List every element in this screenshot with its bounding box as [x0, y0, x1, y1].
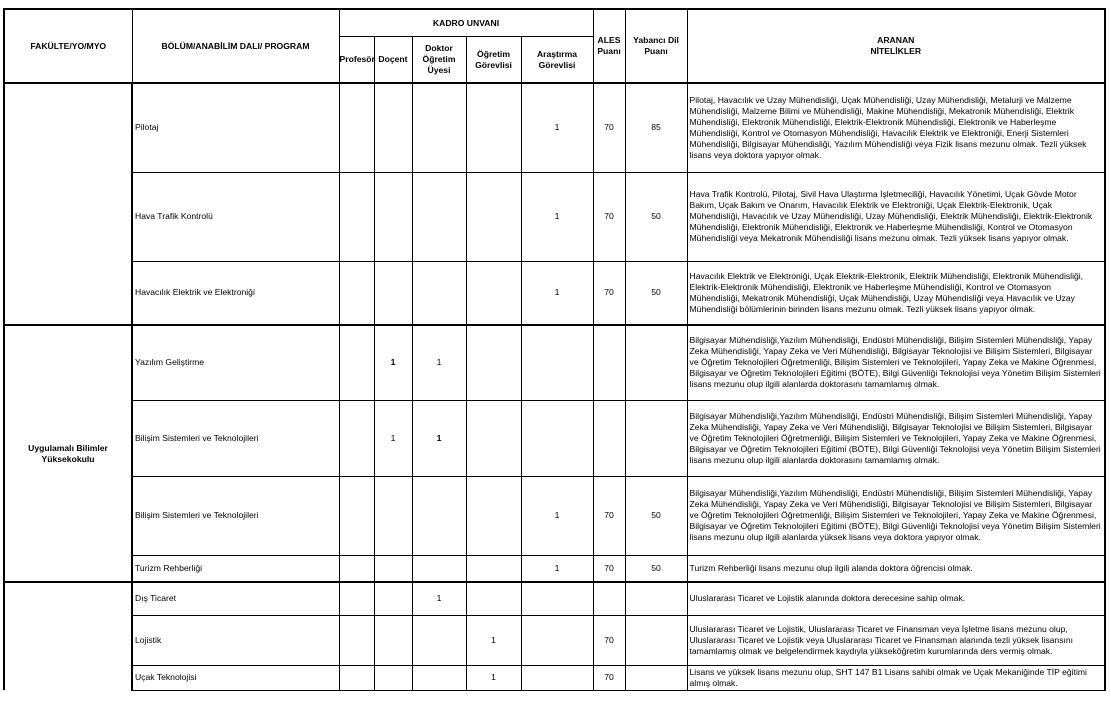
requirements-cell: Bilgisayar Mühendisliği,Yazılım Mühendisliği, Endüstri Mühendisliği, Bilişim Sistemleri Mühendisliği, Yapay Zeka Mühendisliği, Yapay Zeka ve Veri Mühendisliği, Bilgisayar Teknolojisi ve Bilişim Sistemleri, Bilgisayar ve Öğretim Teknolojileri Öğretmenliği, Bilişim Sistemleri ve Teknolojileri, Yapay Zeka ve Makine Öğrenmesi, Bilgisayar ve Öğretim Teknolojileri Eğitimi (BÖTE), Bilgi Güvenliği Teknolojisi veya Yönetim Bilişim Sistemleri lisans mezunu olup ilgili alanlarda doktorasını tamamlamış olmak. [687, 325, 1105, 400]
associate-cell [374, 261, 412, 325]
header-program: BÖLÜM/ANABİLİM DALI/ PROGRAM [132, 9, 339, 83]
foreign-language-cell: 85 [625, 83, 687, 172]
professor-cell [339, 555, 374, 582]
program-cell: Dış Ticaret [132, 582, 339, 615]
header-lecturer: Öğretim Görevlisi [466, 37, 521, 84]
foreign-language-cell [625, 665, 687, 690]
requirements-cell: Bilgisayar Mühendisliği,Yazılım Mühendisliği, Endüstri Mühendisliği, Bilişim Sistemleri Mühendisliği, Yapay Zeka Mühendisliği, Yapay Zeka ve Veri Mühendisliği, Bilgisayar Teknolojisi ve Bilişim Sistemleri, Bilgisayar ve Öğretim Teknolojileri Öğretmenliği, Bilişim Sistemleri ve Teknolojileri, Yapay Zeka ve Makine Öğrenmesi, Bilgisayar ve Öğretim Teknolojileri Eğitimi (BÖTE), Bilgi Güvenliği Teknolojisi veya Yönetim Bilişim Sistemleri lisans mezunu olup ilgili alanlarda doktorasını tamamlamış olmak. [687, 400, 1105, 476]
faculty-cell [4, 582, 132, 690]
ales-cell: 70 [593, 261, 625, 325]
table-row [4, 325, 1105, 400]
requirements-cell: Lisans ve yüksek lisans mezunu olup, SHT 147 B1 Lisans sahibi olmak ve Uçak Mekaniğinde TİP eğitimi almış olmak. [687, 665, 1105, 690]
foreign-language-cell: 50 [625, 555, 687, 582]
research-assistant-cell [521, 325, 593, 400]
ales-cell [593, 582, 625, 615]
foreign-language-cell [625, 325, 687, 400]
table-row [4, 400, 1105, 476]
ales-cell: 70 [593, 555, 625, 582]
professor-cell [339, 400, 374, 476]
requirements-cell: Pilotaj, Havacılık ve Uzay Mühendisliği, Uçak Mühendisliği, Uzay Mühendisliği, Metalurji ve Malzeme Mühendisliği, Malzeme Bilimi ve Mühendisliği, Makine Mühendisliği, Mekatronik Mühendisliği, Elektrik Mühendisliği, Elektronik Mühendisliği, Elektrik-Elektronik Mühendisliği, Elektronik ve Haberleşme Mühendisliği, Kontrol ve Otomasyon Mühendisliği, Havacılık Elektrik ve Elektroniği, Enerji Sistemleri Mühendisliği, Bilgisayar Mühendisliği, Yazılım Mühendisliği veya Fizik lisans mezunu olmak. Tezli yüksek lisans veya doktora yapıyor olmak. [687, 83, 1105, 172]
research-assistant-cell: 1 [521, 172, 593, 261]
lecturer-cell [466, 400, 521, 476]
table-row [4, 665, 1105, 690]
table-row [4, 476, 1105, 555]
research-assistant-cell [521, 615, 593, 665]
ales-cell: 70 [593, 476, 625, 555]
ales-cell [593, 400, 625, 476]
ales-cell [593, 325, 625, 400]
header-ales: ALES Puanı [593, 9, 625, 83]
research-assistant-cell: 1 [521, 83, 593, 172]
header-research-assistant: Araştırma Görevlisi [521, 37, 593, 84]
associate-cell [374, 172, 412, 261]
professor-cell [339, 172, 374, 261]
associate-cell [374, 83, 412, 172]
associate-cell [374, 665, 412, 690]
requirements-cell: Bilgisayar Mühendisliği,Yazılım Mühendisliği, Endüstri Mühendisliği, Bilişim Sistemleri Mühendisliği, Yapay Zeka Mühendisliği, Yapay Zeka ve Veri Mühendisliği, Bilgisayar Teknolojisi ve Bilişim Sistemleri, Bilgisayar ve Öğretim Teknolojileri Öğretmenliği, Bilişim Sistemleri ve Teknolojileri, Yapay Zeka ve Makine Öğrenmesi, Bilgisayar ve Öğretim Teknolojileri Eğitimi (BÖTE), Bilgi Güvenliği Teknolojisi veya Yönetim Bilişim Sistemleri lisans mezunu olup ilgili alanlarda yüksek lisans veya doktora yapıyor olmak. [687, 476, 1105, 555]
header-assistant-prof: Doktor Öğretim Üyesi [412, 37, 466, 84]
assistant-prof-cell: 1 [412, 400, 466, 476]
lecturer-cell [466, 582, 521, 615]
program-cell: Bilişim Sistemleri ve Teknolojileri [132, 400, 339, 476]
table-row [4, 555, 1105, 582]
header-kadro-unvani: KADRO UNVANI [339, 9, 593, 37]
ales-cell: 70 [593, 83, 625, 172]
assistant-prof-cell [412, 665, 466, 690]
program-cell: Yazılım Geliştirme [132, 325, 339, 400]
research-assistant-cell [521, 582, 593, 615]
associate-cell: 1 [374, 400, 412, 476]
professor-cell [339, 325, 374, 400]
header-foreign-language: Yabancı Dil Puanı [625, 9, 687, 83]
professor-cell [339, 582, 374, 615]
program-cell: Lojistik [132, 615, 339, 665]
research-assistant-cell: 1 [521, 555, 593, 582]
lecturer-cell: 1 [466, 615, 521, 665]
assistant-prof-cell: 1 [412, 325, 466, 400]
assistant-prof-cell [412, 83, 466, 172]
requirements-cell: Hava Trafik Kontrolü, Pilotaj, Sivil Hava Ulaştırma İşletmeciliği, Havacılık Yönetimi, Uçak Gövde Motor Bakım, Uçak Bakım ve Onarım, Havacılık Elektrik ve Elektroniği, Uçak Elektrik-Elektronik, Uçak Mühendisliği, Havacılık ve Uzay Mühendisliği, Uzay Mühendisliği, Elektrik Mühendisliği, Elektrik-Elektronik Mühendisliği, Elektronik Mühendisliği, Elektronik ve Haberleşme Mühendisliği, Kontrol ve Otomasyon Mühendisliği veya Mekatronik Mühendisliği lisans mezunu olmak. Tezli yüksek lisans yapıyor olmak. [687, 172, 1105, 261]
foreign-language-cell [625, 582, 687, 615]
research-assistant-cell: 1 [521, 261, 593, 325]
foreign-language-cell: 50 [625, 172, 687, 261]
ales-cell: 70 [593, 665, 625, 690]
research-assistant-cell: 1 [521, 476, 593, 555]
ales-cell: 70 [593, 172, 625, 261]
requirements-cell: Uluslararası Ticaret ve Lojistik, Uluslararası Ticaret ve Finansman veya İşletme lisans mezunu olup, Uluslararası Ticaret ve Lojistik veya Uluslararası Ticaret ve Finansman alanında tezli yüksek lisansını tamamlamış olmak ve belgelendirmek kaydıyla yükseköğretim kurumlarında ders vermiş olmak. [687, 615, 1105, 665]
faculty-cell: Uygulamalı Bilimler Yüksekokulu [4, 325, 132, 582]
lecturer-cell [466, 555, 521, 582]
header-faculty: FAKÜLTE/YO/MYO [4, 9, 132, 83]
associate-cell [374, 582, 412, 615]
program-cell: Turizm Rehberliği [132, 555, 339, 582]
table-row [4, 615, 1105, 665]
faculty-cell [4, 83, 132, 325]
professor-cell [339, 665, 374, 690]
assistant-prof-cell [412, 555, 466, 582]
foreign-language-cell [625, 615, 687, 665]
professor-cell [339, 476, 374, 555]
program-cell: Bilişim Sistemleri ve Teknolojileri [132, 476, 339, 555]
requirements-cell: Turizm Rehberliği lisans mezunu olup ilgili alanda doktora öğrencisi olmak. [687, 555, 1105, 582]
ales-cell: 70 [593, 615, 625, 665]
header-requirements-line1: ARANAN [877, 35, 915, 45]
table-row [4, 83, 1105, 172]
research-assistant-cell [521, 665, 593, 690]
associate-cell [374, 555, 412, 582]
associate-cell: 1 [374, 325, 412, 400]
table-row [4, 582, 1105, 615]
program-cell: Havacılık Elektrik ve Elektroniği [132, 261, 339, 325]
header-requirements-line2: NİTELİKLER [870, 46, 922, 56]
header-requirements [687, 9, 1105, 83]
assistant-prof-cell [412, 172, 466, 261]
lecturer-cell [466, 476, 521, 555]
assistant-prof-cell [412, 261, 466, 325]
assistant-prof-cell [412, 615, 466, 665]
lecturer-cell [466, 261, 521, 325]
lecturer-cell [466, 325, 521, 400]
professor-cell [339, 83, 374, 172]
foreign-language-cell: 50 [625, 476, 687, 555]
staff-requirements-table [3, 8, 1106, 691]
associate-cell [374, 615, 412, 665]
program-cell: Pilotaj [132, 83, 339, 172]
lecturer-cell [466, 83, 521, 172]
research-assistant-cell [521, 400, 593, 476]
requirements-cell: Uluslararası Ticaret ve Lojistik alanında doktora derecesine sahip olmak. [687, 582, 1105, 615]
lecturer-cell [466, 172, 521, 261]
associate-cell [374, 476, 412, 555]
table-row [4, 172, 1105, 261]
assistant-prof-cell: 1 [412, 582, 466, 615]
professor-cell [339, 615, 374, 665]
assistant-prof-cell [412, 476, 466, 555]
program-cell: Uçak Teknolojisi [132, 665, 339, 690]
foreign-language-cell: 50 [625, 261, 687, 325]
header-associate: Doçent [374, 37, 412, 84]
table-row [4, 261, 1105, 325]
lecturer-cell: 1 [466, 665, 521, 690]
requirements-cell: Havacılık Elektrik ve Elektroniği, Uçak Elektrik-Elektronik, Elektrik Mühendisliği, Elektronik Mühendisliği, Elektrik-Elektronik Mühendisliği, Elektronik ve Haberleşme Mühendisliği, Kontrol ve Otomasyon Mühendisliği, Mekatronik Mühendisliği, Uçak Mühendisliği, Uzay Mühendisliği veya Havacılık ve Uzay Mühendisliği bölümlerinin birinden lisans mezunu olmak. Tezli yüksek lisans yapıyor olmak. [687, 261, 1105, 325]
professor-cell [339, 261, 374, 325]
header-professor: Profesör [339, 37, 374, 84]
foreign-language-cell [625, 400, 687, 476]
program-cell: Hava Trafik Kontrolü [132, 172, 339, 261]
